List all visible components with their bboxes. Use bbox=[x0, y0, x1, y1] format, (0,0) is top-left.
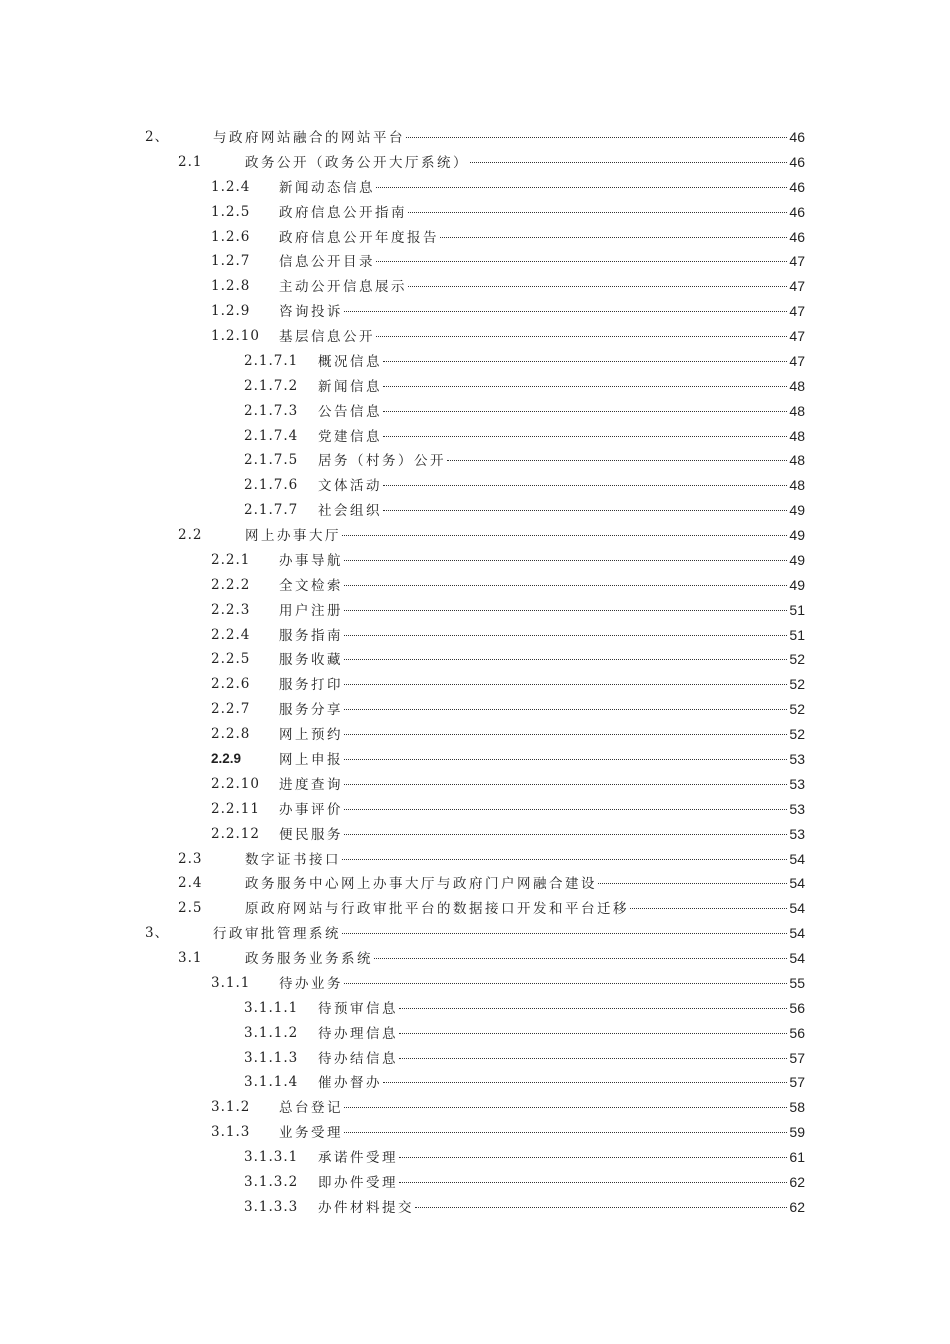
toc-entry-page: 48 bbox=[789, 402, 805, 419]
toc-entry-number: 3.1.3.1 bbox=[244, 1149, 299, 1166]
toc-entry-body bbox=[279, 574, 805, 597]
toc-entry-page: 57 bbox=[789, 1049, 805, 1066]
toc-entry-body bbox=[279, 823, 805, 846]
toc-entry[interactable] bbox=[0, 599, 950, 621]
toc-entry[interactable] bbox=[0, 300, 950, 322]
toc-entry-title[interactable]: 文体活动 bbox=[318, 478, 382, 495]
toc-entry-page: 52 bbox=[789, 701, 805, 718]
toc-entry-title[interactable]: 服务打印 bbox=[279, 677, 343, 694]
toc-entry-body bbox=[318, 474, 805, 497]
toc-entry[interactable] bbox=[0, 375, 950, 397]
toc-entry-page: 48 bbox=[789, 377, 805, 394]
toc-entry[interactable] bbox=[0, 350, 950, 372]
dot-leader bbox=[376, 336, 787, 337]
toc-entry-title[interactable]: 待办理信息 bbox=[318, 1025, 398, 1042]
toc-entry[interactable] bbox=[0, 997, 950, 1019]
toc-entry-body bbox=[279, 723, 805, 746]
toc-entry-body bbox=[279, 275, 805, 298]
toc-entry-number: 1.2.8 bbox=[211, 278, 251, 295]
dot-leader bbox=[374, 958, 787, 959]
toc-entry-title[interactable]: 总台登记 bbox=[279, 1100, 343, 1117]
toc-entry-body bbox=[245, 947, 805, 970]
toc-entry-page: 49 bbox=[789, 502, 805, 519]
toc-entry-page: 49 bbox=[789, 576, 805, 593]
toc-entry-body bbox=[279, 972, 805, 995]
dot-leader bbox=[344, 311, 787, 312]
toc-entry[interactable] bbox=[0, 549, 950, 571]
toc-entry-number: 1.2.10 bbox=[211, 328, 260, 345]
toc-entry-number: 3.1 bbox=[178, 950, 203, 967]
toc-entry-body bbox=[318, 400, 805, 423]
toc-entry-body bbox=[245, 151, 805, 174]
toc-entry-page: 46 bbox=[789, 178, 805, 195]
toc-entry-page: 47 bbox=[789, 253, 805, 270]
toc-entry-title[interactable]: 社会组织 bbox=[318, 503, 382, 520]
toc-entry[interactable] bbox=[0, 922, 950, 944]
dot-leader bbox=[383, 411, 787, 412]
toc-entry-title[interactable]: 办事导航 bbox=[279, 552, 343, 569]
dot-leader bbox=[399, 1033, 787, 1034]
dot-leader bbox=[344, 809, 787, 810]
toc-entry-title[interactable]: 服务分享 bbox=[279, 702, 343, 719]
toc-entry-page: 54 bbox=[789, 900, 805, 917]
toc-entry-number: 3.1.3.3 bbox=[244, 1198, 299, 1215]
toc-entry-body bbox=[318, 1171, 805, 1194]
toc-entry-number: 3.1.1.2 bbox=[244, 1024, 299, 1041]
toc-entry-number: 2.2.6 bbox=[211, 676, 251, 693]
toc-entry-page: 48 bbox=[789, 427, 805, 444]
dot-leader bbox=[344, 659, 787, 660]
toc-entry-page: 46 bbox=[789, 228, 805, 245]
dot-leader bbox=[342, 859, 787, 860]
toc-entry-title[interactable]: 催办督办 bbox=[318, 1075, 382, 1092]
toc-entry-number: 3.1.2 bbox=[211, 1099, 251, 1116]
toc-entry-number: 2.2.7 bbox=[211, 701, 251, 718]
toc-entry-title[interactable]: 便民服务 bbox=[279, 826, 343, 843]
toc-entry-page: 52 bbox=[789, 726, 805, 743]
toc-entry-page: 47 bbox=[789, 303, 805, 320]
toc-entry-page: 47 bbox=[789, 278, 805, 295]
toc-entry-page: 61 bbox=[789, 1149, 805, 1166]
dot-leader bbox=[344, 983, 787, 984]
toc-entry-title[interactable]: 业务受理 bbox=[279, 1125, 343, 1142]
toc-entry-title[interactable]: 概况信息 bbox=[318, 353, 382, 370]
toc-entry-body bbox=[245, 872, 805, 895]
dot-leader bbox=[406, 137, 787, 138]
toc-entry-body bbox=[279, 201, 805, 224]
dot-leader bbox=[383, 436, 787, 437]
toc-entry-body bbox=[279, 648, 805, 671]
toc-entry[interactable] bbox=[0, 972, 950, 994]
toc-entry[interactable] bbox=[0, 499, 950, 521]
dot-leader bbox=[598, 883, 787, 884]
toc-entry-number: 2.2.3 bbox=[211, 601, 251, 618]
toc-entry-number: 1.2.6 bbox=[211, 228, 251, 245]
toc-entry-number: 2.2.12 bbox=[211, 825, 260, 842]
toc-entry-number: 2.2.8 bbox=[211, 726, 251, 743]
toc-entry-number: 3、 bbox=[145, 925, 170, 942]
toc-entry-page: 62 bbox=[789, 1173, 805, 1190]
toc-entry-title[interactable]: 待办业务 bbox=[279, 975, 343, 992]
toc-entry-title[interactable]: 办件材料提交 bbox=[318, 1199, 414, 1216]
toc-entry-body bbox=[318, 1146, 805, 1169]
toc-entry-title[interactable]: 原政府网站与行政审批平台的数据接口开发和平台迁移 bbox=[245, 901, 629, 918]
toc-entry-page: 58 bbox=[789, 1099, 805, 1116]
toc-entry-body bbox=[279, 798, 805, 821]
toc-entry-number: 2.1.7.2 bbox=[244, 377, 299, 394]
dot-leader bbox=[399, 1182, 787, 1183]
toc-entry-title[interactable]: 数字证书接口 bbox=[245, 851, 341, 868]
toc-entry-body bbox=[279, 773, 805, 796]
toc-entry[interactable] bbox=[0, 947, 950, 969]
toc-entry-body bbox=[318, 375, 805, 398]
toc-entry-body bbox=[245, 897, 805, 920]
toc-entry-number: 2.2.5 bbox=[211, 651, 251, 668]
toc-entry-title[interactable]: 公告信息 bbox=[318, 403, 382, 420]
toc-entry-title[interactable]: 政府信息公开指南 bbox=[279, 204, 407, 221]
toc-entry-title[interactable]: 信息公开目录 bbox=[279, 254, 375, 271]
dot-leader bbox=[344, 684, 787, 685]
toc-entry-body bbox=[318, 350, 805, 373]
dot-leader bbox=[383, 361, 787, 362]
toc-entry[interactable] bbox=[0, 798, 950, 820]
dot-leader bbox=[344, 759, 787, 760]
toc-entry-body bbox=[318, 425, 805, 448]
toc-entry[interactable] bbox=[0, 250, 950, 272]
toc-entry-title[interactable]: 政务服务业务系统 bbox=[245, 951, 373, 968]
toc-entry-title[interactable]: 待预审信息 bbox=[318, 1000, 398, 1017]
toc-entry-title[interactable]: 咨询投诉 bbox=[279, 304, 343, 321]
dot-leader bbox=[408, 212, 787, 213]
toc-entry-number: 3.1.1 bbox=[211, 974, 251, 991]
toc-entry[interactable] bbox=[0, 176, 950, 198]
toc-entry[interactable] bbox=[0, 275, 950, 297]
toc-entry[interactable] bbox=[0, 1171, 950, 1193]
toc-entry[interactable] bbox=[0, 574, 950, 596]
toc-entry-number: 3.1.1.4 bbox=[244, 1074, 299, 1091]
toc-entry[interactable] bbox=[0, 126, 950, 148]
toc-entry-page: 48 bbox=[789, 477, 805, 494]
toc-entry-number: 2.2 bbox=[178, 527, 203, 544]
toc-entry-body bbox=[279, 250, 805, 273]
toc-entry-number: 2.2.2 bbox=[211, 576, 251, 593]
toc-entry-number: 2.2.10 bbox=[211, 775, 260, 792]
toc-entry-number: 3.1.1.3 bbox=[244, 1049, 299, 1066]
toc-entry-title[interactable]: 进度查询 bbox=[279, 776, 343, 793]
toc-entry-title[interactable]: 网上申报 bbox=[279, 752, 343, 768]
toc-entry-body bbox=[279, 1121, 805, 1144]
toc-entry[interactable] bbox=[0, 823, 950, 845]
toc-entry-body bbox=[245, 524, 805, 547]
toc-entry[interactable] bbox=[0, 151, 950, 173]
toc-entry-page: 59 bbox=[789, 1124, 805, 1141]
toc-entry-title[interactable]: 与政府网站融合的网站平台 bbox=[213, 130, 405, 146]
toc-entry-body bbox=[279, 300, 805, 323]
toc-entry-page: 56 bbox=[789, 999, 805, 1016]
toc-entry[interactable] bbox=[0, 400, 950, 422]
dot-leader bbox=[344, 709, 787, 710]
toc-entry-title[interactable]: 即办件受理 bbox=[318, 1174, 398, 1191]
dot-leader bbox=[630, 908, 787, 909]
dot-leader bbox=[399, 1157, 787, 1158]
dot-leader bbox=[408, 286, 787, 287]
toc-entry-page: 49 bbox=[789, 551, 805, 568]
toc-entry-page: 53 bbox=[789, 751, 805, 767]
toc-entry-number: 1.2.5 bbox=[211, 203, 251, 220]
toc-entry-body bbox=[318, 1071, 805, 1094]
toc-entry-title[interactable]: 居务（村务）公开 bbox=[318, 453, 446, 470]
dot-leader bbox=[399, 1008, 787, 1009]
toc-entry-title[interactable]: 待办结信息 bbox=[318, 1050, 398, 1067]
toc-entry-page: 47 bbox=[789, 352, 805, 369]
toc-entry-page: 52 bbox=[789, 676, 805, 693]
dot-leader bbox=[376, 187, 787, 188]
toc-entry[interactable] bbox=[0, 773, 950, 795]
toc-entry-page: 62 bbox=[789, 1198, 805, 1215]
dot-leader bbox=[383, 510, 787, 511]
toc-entry-page: 54 bbox=[789, 925, 805, 942]
toc-entry-number: 2.3 bbox=[178, 850, 203, 867]
toc-entry-number: 2.1 bbox=[178, 153, 203, 170]
toc-entry[interactable] bbox=[0, 673, 950, 695]
toc-entry-number: 2.5 bbox=[178, 900, 203, 917]
toc-entry-number: 1.2.7 bbox=[211, 253, 251, 270]
dot-leader bbox=[447, 460, 787, 461]
toc-entry-page: 56 bbox=[789, 1024, 805, 1041]
toc-entry-page: 53 bbox=[789, 800, 805, 817]
dot-leader bbox=[344, 784, 787, 785]
toc-entry-number: 2.1.7.3 bbox=[244, 402, 299, 419]
toc-entry-body bbox=[279, 599, 805, 622]
toc-entry-number: 3.1.1.1 bbox=[244, 999, 299, 1016]
toc-entry[interactable] bbox=[0, 624, 950, 646]
toc-entry-title[interactable]: 网上办事大厅 bbox=[245, 528, 341, 545]
toc-entry-number: 2.1.7.1 bbox=[244, 352, 299, 369]
toc-entry-page: 48 bbox=[789, 452, 805, 469]
dot-leader bbox=[344, 635, 787, 636]
toc-entry[interactable] bbox=[0, 1196, 950, 1218]
toc-entry-page: 46 bbox=[789, 203, 805, 220]
toc-entry[interactable] bbox=[0, 1146, 950, 1168]
toc-entry-number: 2.2.11 bbox=[211, 800, 260, 817]
toc-entry-body bbox=[213, 126, 805, 149]
dot-leader bbox=[415, 1207, 787, 1208]
toc-entry[interactable] bbox=[0, 848, 950, 870]
toc-entry-title[interactable]: 行政审批管理系统 bbox=[213, 926, 341, 943]
toc-entry-page: 53 bbox=[789, 775, 805, 792]
toc-entry-title[interactable]: 全文检索 bbox=[279, 577, 343, 594]
dot-leader bbox=[342, 535, 787, 536]
toc-entry-body bbox=[279, 549, 805, 572]
dot-leader bbox=[376, 261, 787, 262]
toc-entry-number: 2.4 bbox=[178, 875, 203, 892]
toc-entry-title[interactable]: 服务指南 bbox=[279, 627, 343, 644]
toc-entry-number: 2.2.4 bbox=[211, 626, 251, 643]
toc-entry-page: 51 bbox=[789, 601, 805, 618]
toc-entry-body bbox=[318, 1022, 805, 1045]
toc-entry-body bbox=[245, 848, 805, 871]
dot-leader bbox=[344, 834, 787, 835]
toc-entry[interactable] bbox=[0, 748, 950, 770]
dot-leader bbox=[344, 1107, 787, 1108]
toc-entry-body bbox=[318, 499, 805, 522]
toc-entry-number: 2.2.1 bbox=[211, 551, 251, 568]
toc-entry-body bbox=[279, 176, 805, 199]
toc-entry-number: 2.1.7.7 bbox=[244, 502, 299, 519]
toc-entry[interactable] bbox=[0, 325, 950, 347]
toc-entry-number: 2.1.7.5 bbox=[244, 452, 299, 469]
toc-entry-page: 47 bbox=[789, 328, 805, 345]
toc-entry-title[interactable]: 党建信息 bbox=[318, 428, 382, 445]
toc-entry[interactable] bbox=[0, 449, 950, 471]
toc-entry-page: 49 bbox=[789, 527, 805, 544]
toc-entry-body bbox=[318, 449, 805, 472]
toc-entry[interactable] bbox=[0, 1096, 950, 1118]
toc-entry-page: 51 bbox=[789, 626, 805, 643]
dot-leader bbox=[344, 610, 787, 611]
toc-entry-number: 3.1.3 bbox=[211, 1124, 251, 1141]
toc-entry-title[interactable]: 政务服务中心网上办事大厅与政府门户网融合建设 bbox=[245, 876, 597, 893]
toc-entry[interactable] bbox=[0, 723, 950, 745]
toc-entry[interactable] bbox=[0, 1071, 950, 1093]
toc-entry-title[interactable]: 办事评价 bbox=[279, 801, 343, 818]
dot-leader bbox=[344, 585, 787, 586]
toc-entry-body bbox=[279, 698, 805, 721]
toc-entry-body bbox=[279, 1096, 805, 1119]
toc-entry[interactable] bbox=[0, 425, 950, 447]
toc-entry[interactable] bbox=[0, 1121, 950, 1143]
toc-entry-page: 52 bbox=[789, 651, 805, 668]
toc-entry-body bbox=[213, 922, 805, 945]
toc-entry-body bbox=[279, 325, 805, 348]
toc-entry-number: 1.2.9 bbox=[211, 303, 251, 320]
toc-entry-page: 53 bbox=[789, 825, 805, 842]
dot-leader bbox=[344, 1132, 787, 1133]
toc-entry-title[interactable]: 基层信息公开 bbox=[279, 329, 375, 346]
dot-leader bbox=[383, 386, 787, 387]
toc-entry-page: 54 bbox=[789, 875, 805, 892]
toc-entry-title[interactable]: 主动公开信息展示 bbox=[279, 279, 407, 296]
toc-entry-title[interactable]: 新闻动态信息 bbox=[279, 179, 375, 196]
toc-entry[interactable] bbox=[0, 698, 950, 720]
toc-entry-number: 2.1.7.4 bbox=[244, 427, 299, 444]
dot-leader bbox=[344, 734, 787, 735]
toc-entry[interactable] bbox=[0, 201, 950, 223]
toc-entry-page: 54 bbox=[789, 950, 805, 967]
toc-entry-page: 46 bbox=[789, 129, 805, 145]
toc-entry[interactable] bbox=[0, 524, 950, 546]
toc-entry[interactable] bbox=[0, 648, 950, 670]
toc-entry-page: 55 bbox=[789, 974, 805, 991]
toc-entry-body bbox=[318, 1047, 805, 1070]
dot-leader bbox=[383, 485, 787, 486]
dot-leader bbox=[440, 237, 787, 238]
dot-leader bbox=[342, 933, 787, 934]
toc-entry[interactable] bbox=[0, 474, 950, 496]
toc-entry-title[interactable]: 新闻信息 bbox=[318, 378, 382, 395]
toc-entry-number: 2、 bbox=[145, 129, 170, 145]
toc-entry-title[interactable]: 政府信息公开年度报告 bbox=[279, 229, 439, 246]
toc-entry-body bbox=[318, 1196, 805, 1219]
toc-entry-number: 1.2.4 bbox=[211, 178, 251, 195]
dot-leader bbox=[470, 162, 787, 163]
dot-leader bbox=[383, 1082, 787, 1083]
toc-entry[interactable] bbox=[0, 897, 950, 919]
toc-entry-title[interactable]: 政务公开（政务公开大厅系统） bbox=[245, 154, 469, 171]
toc-entry[interactable] bbox=[0, 1022, 950, 1044]
toc-entry-body bbox=[279, 624, 805, 647]
toc-entry-number: 2.2.9 bbox=[211, 751, 242, 766]
toc-entry-number: 3.1.3.2 bbox=[244, 1173, 299, 1190]
toc-entry-title[interactable]: 网上预约 bbox=[279, 727, 343, 744]
toc-entry[interactable] bbox=[0, 1047, 950, 1069]
toc-entry[interactable] bbox=[0, 226, 950, 248]
toc-entry-title[interactable]: 服务收藏 bbox=[279, 652, 343, 669]
toc-entry[interactable] bbox=[0, 872, 950, 894]
toc-entry-body bbox=[318, 997, 805, 1020]
toc-entry-page: 57 bbox=[789, 1074, 805, 1091]
toc-entry-title[interactable]: 承诺件受理 bbox=[318, 1150, 398, 1167]
dot-leader bbox=[399, 1058, 787, 1059]
toc-entry-body bbox=[279, 226, 805, 249]
toc-entry-body bbox=[279, 748, 805, 771]
toc-entry-title[interactable]: 用户注册 bbox=[279, 602, 343, 619]
toc-entry-number: 2.1.7.6 bbox=[244, 477, 299, 494]
dot-leader bbox=[344, 560, 787, 561]
toc-entry-page: 54 bbox=[789, 850, 805, 867]
toc-entry-body bbox=[279, 673, 805, 696]
toc-entry-page: 46 bbox=[789, 153, 805, 170]
